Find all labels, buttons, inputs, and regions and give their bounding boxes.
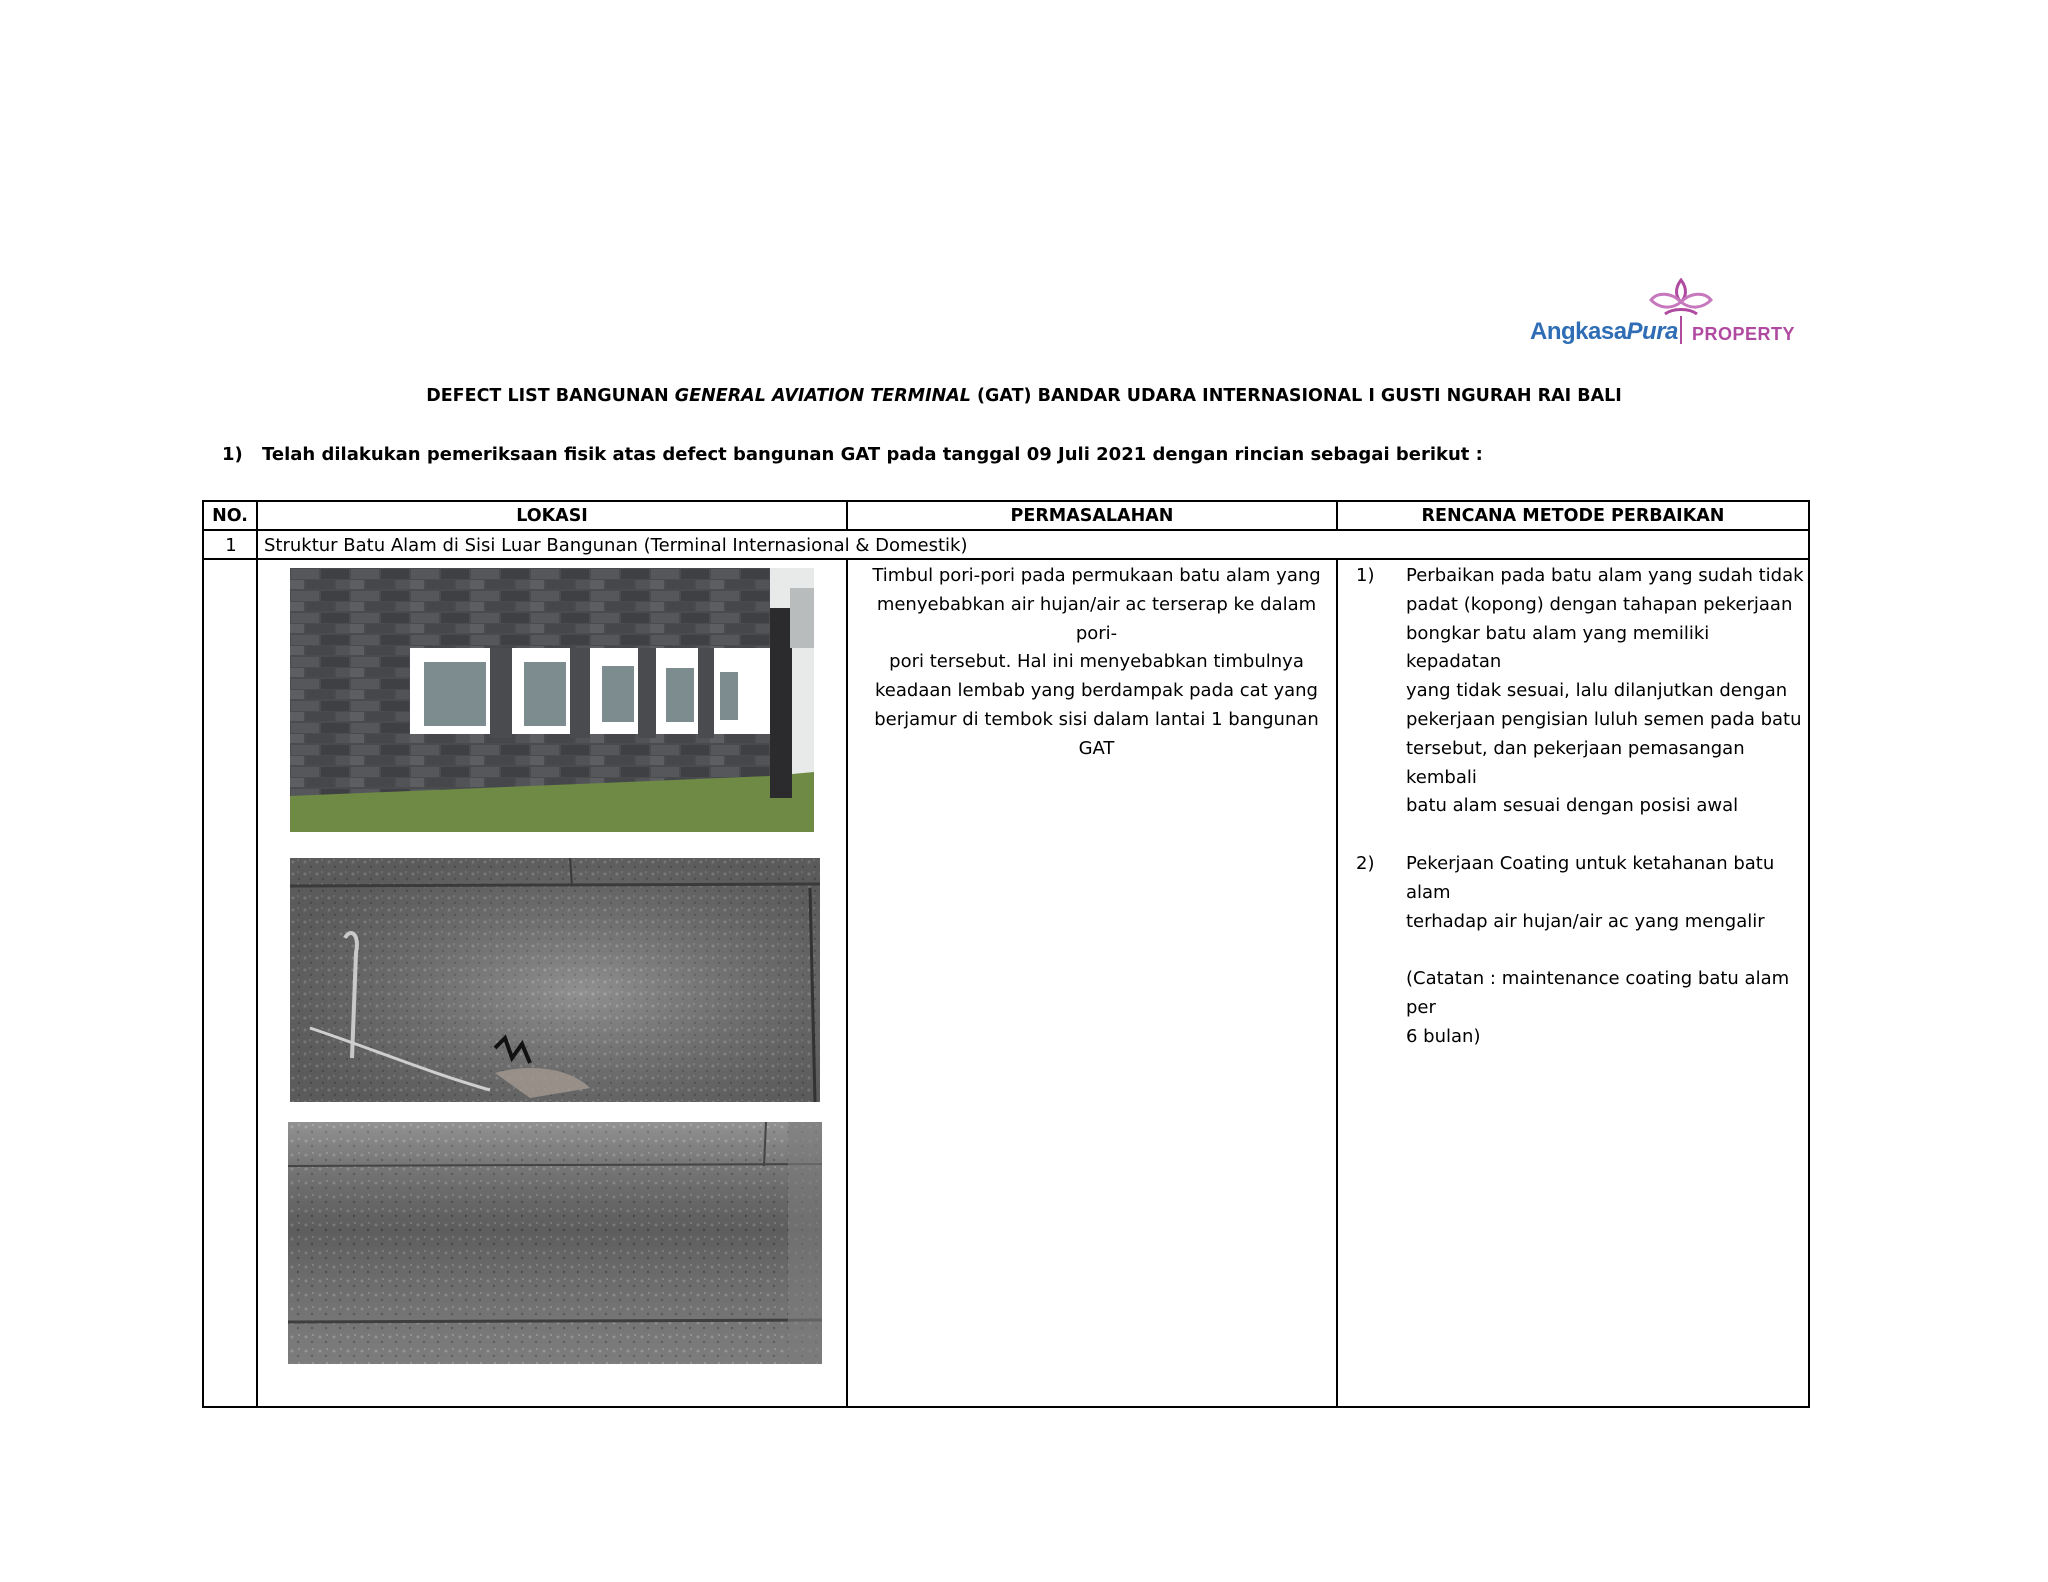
plan-line: padat (kopong) dengan tahapan pekerjaan xyxy=(1406,593,1793,615)
plan-line: terhadap air hujan/air ac yang mengalir xyxy=(1406,910,1765,932)
stone-surface-photo xyxy=(288,1122,822,1364)
problem-line: GAT xyxy=(1078,737,1115,759)
problem-description xyxy=(854,562,1339,764)
plan-line: pekerjaan pengisian luluh semen pada batu xyxy=(1406,708,1802,730)
problem-line: Timbul pori-pori pada permukaan batu alam yang xyxy=(872,565,1321,586)
header-rencana: RENCANA METODE PERBAIKAN xyxy=(1421,506,1725,526)
row-number: 1 xyxy=(225,535,237,556)
repair-plan-text xyxy=(1406,850,1806,1052)
problem-line: keadaan lembab yang berdampak pada cat yang xyxy=(875,680,1318,702)
problem-line: menyebabkan air hujan/air ac terserap ke dalam pori- xyxy=(876,593,1317,644)
col-divider-no xyxy=(256,502,258,1408)
problem-line: pori tersebut. Hal ini menyebabkan timbulnya xyxy=(889,651,1304,673)
stone-crack-photo xyxy=(290,858,820,1102)
logo-subtext: PROPERTY xyxy=(1692,324,1796,344)
repair-plan-number: 2) xyxy=(1356,853,1375,874)
intro-statement xyxy=(222,444,1483,465)
header-permasalahan: PERMASALAHAN xyxy=(1010,506,1174,526)
plan-line: bongkar batu alam yang memiliki kepadatan xyxy=(1406,622,1710,673)
repair-plan-number: 1) xyxy=(1356,565,1375,586)
intro-number: 1) xyxy=(222,444,243,465)
col-divider-lokasi xyxy=(846,558,848,1408)
building-wall-photo xyxy=(290,568,814,832)
logo-wordmark: AngkasaPura xyxy=(1530,318,1678,345)
problem-line: berjamur di tembok sisi dalam lantai 1 bangunan xyxy=(874,708,1319,730)
plan-line: tersebut, dan pekerjaan pemasangan kembali xyxy=(1406,737,1745,788)
defect-table xyxy=(202,500,1810,1408)
logo-divider xyxy=(1680,316,1682,344)
plan-line: 6 bulan) xyxy=(1406,1025,1481,1047)
header-no: NO. xyxy=(212,506,248,526)
intro-text: Telah dilakukan pemeriksaan fisik atas defect bangunan GAT pada tanggal 09 Juli 2021 dengan rincian sebagai berikut : xyxy=(262,444,1483,465)
plan-line: yang tidak sesuai, lalu dilanjutkan dengan xyxy=(1406,680,1788,702)
plan-line: Perbaikan pada batu alam yang sudah tidak xyxy=(1406,565,1804,586)
plan-line: Pekerjaan Coating untuk ketahanan batu alam xyxy=(1406,853,1775,903)
document-title: DEFECT LIST BANGUNAN GENERAL AVIATION TERMINAL (GAT) BANDAR UDARA INTERNASIONAL I GUSTI NGURAH RAI BALI xyxy=(426,386,1622,406)
repair-plan-text xyxy=(1406,562,1806,821)
plan-blank-line xyxy=(1406,936,1806,965)
row-location: Struktur Batu Alam di Sisi Luar Bangunan (Terminal Internasional & Domestik) xyxy=(264,535,968,556)
header-lokasi: LOKASI xyxy=(516,506,588,526)
company-logo xyxy=(1520,278,1800,350)
plan-line: (Catatan : maintenance coating batu alam per xyxy=(1406,968,1790,1018)
plan-line: batu alam sesuai dengan posisi awal xyxy=(1406,795,1739,817)
